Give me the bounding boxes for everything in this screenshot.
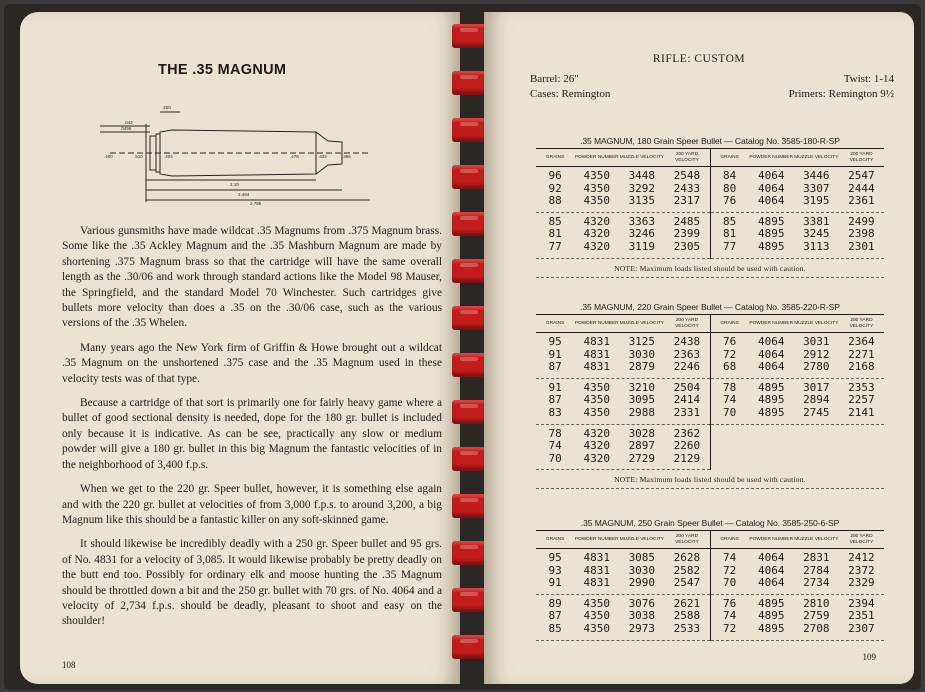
table-cell: 2331 bbox=[673, 405, 701, 419]
table-cell: 4350 bbox=[583, 380, 610, 394]
load-group bbox=[711, 549, 885, 595]
column-headers bbox=[536, 315, 884, 333]
table-cell: 4350 bbox=[583, 169, 610, 182]
spiral-ring bbox=[452, 541, 486, 565]
table-cell: 2329 bbox=[848, 576, 875, 590]
column-header: GRAINS bbox=[720, 154, 739, 160]
spiral-ring bbox=[452, 400, 486, 424]
table-row bbox=[536, 170, 710, 183]
load-group bbox=[536, 167, 710, 213]
table-cell: 4064 bbox=[757, 194, 785, 208]
table-row bbox=[711, 407, 885, 420]
table-cell: 4320 bbox=[583, 227, 610, 241]
table-cell: 2129 bbox=[673, 451, 701, 465]
table-cell: 2973 bbox=[628, 621, 656, 635]
left-page bbox=[20, 12, 460, 684]
table-cell: 2363 bbox=[673, 347, 701, 361]
load-group bbox=[711, 333, 885, 379]
load-group bbox=[711, 167, 885, 213]
spiral-ring bbox=[452, 259, 486, 283]
rifle-title: RIFLE: CUSTOM bbox=[652, 53, 746, 65]
dim-label: .404 bbox=[164, 154, 173, 159]
table-cell: 4064 bbox=[757, 576, 785, 590]
header-row bbox=[530, 88, 894, 100]
table-cell: 2444 bbox=[848, 181, 875, 195]
table-cell: 74 bbox=[548, 439, 562, 453]
column-header: POWDER NUMBER bbox=[574, 320, 619, 326]
table-cell: 4831 bbox=[583, 576, 610, 590]
table-cell: 77 bbox=[722, 239, 737, 253]
load-table bbox=[536, 302, 884, 489]
divider bbox=[536, 277, 884, 278]
table-cell: 76 bbox=[722, 194, 737, 208]
table-cell: 2988 bbox=[628, 405, 656, 419]
table-cell: 91 bbox=[548, 576, 562, 590]
table-row bbox=[711, 195, 885, 208]
table-cell: 4350 bbox=[583, 194, 610, 208]
table-cell: 2141 bbox=[848, 405, 875, 419]
table-cell: 95 bbox=[548, 335, 562, 348]
table-cell: 2708 bbox=[803, 621, 830, 635]
table-cell: 4895 bbox=[757, 609, 785, 623]
table-cell: 2399 bbox=[673, 227, 701, 241]
table-cell: 2894 bbox=[803, 393, 830, 407]
table-cell: 2307 bbox=[848, 621, 875, 635]
table-cell: 2628 bbox=[673, 551, 701, 564]
table-cell: 84 bbox=[722, 169, 737, 182]
table-cell: 87 bbox=[548, 393, 562, 407]
table-cell: 4831 bbox=[583, 563, 610, 577]
table-row bbox=[536, 552, 710, 565]
cartridge-diagram bbox=[80, 94, 380, 206]
table-cell: 3135 bbox=[628, 194, 656, 208]
table-cell: 2438 bbox=[673, 335, 701, 348]
table-cell: 4350 bbox=[583, 181, 610, 195]
table-cell: 4895 bbox=[757, 596, 785, 610]
table-row bbox=[536, 195, 710, 208]
table-cell: 4064 bbox=[757, 347, 785, 361]
spiral-ring bbox=[452, 165, 486, 189]
table-cell: 4064 bbox=[757, 563, 785, 577]
load-table bbox=[536, 136, 884, 278]
table-row bbox=[711, 170, 885, 183]
spiral-ring bbox=[452, 24, 486, 48]
table-cell: 3195 bbox=[803, 194, 830, 208]
table-row bbox=[711, 623, 885, 636]
table-cell: 4320 bbox=[583, 426, 610, 440]
table-cell: 2780 bbox=[803, 360, 830, 374]
header-row bbox=[530, 73, 894, 85]
table-cell: 2412 bbox=[848, 551, 875, 564]
table-cell: 4831 bbox=[583, 335, 610, 348]
table-row bbox=[536, 241, 710, 254]
table-cell: 2810 bbox=[803, 596, 830, 610]
table-row bbox=[536, 623, 710, 636]
table-cell: 92 bbox=[548, 181, 562, 195]
column-header: 200 YARD VELOCITY bbox=[849, 152, 874, 163]
table-cell: 2621 bbox=[673, 596, 701, 610]
table-cell: 3381 bbox=[803, 214, 830, 228]
table-cell: 3030 bbox=[628, 563, 656, 577]
table-title: .35 MAGNUM, 180 Grain Speer Bullet — Catalog No. 3585-180-R-SP bbox=[536, 136, 884, 149]
dim-label: .400 bbox=[104, 154, 113, 159]
table-cell: 2533 bbox=[673, 621, 701, 635]
table-cell: 4831 bbox=[583, 347, 610, 361]
table-cell: 2257 bbox=[848, 393, 875, 407]
table-row bbox=[711, 336, 885, 349]
table-note: NOTE: Maximum loads listed should be used with caution. bbox=[614, 263, 806, 273]
table-cell: 4350 bbox=[583, 596, 610, 610]
table-cell: 4895 bbox=[757, 621, 785, 635]
primers: Primers: Remington 9½ bbox=[788, 88, 894, 100]
table-cell: 2394 bbox=[848, 596, 875, 610]
table-cell: 3076 bbox=[628, 596, 656, 610]
spiral-ring bbox=[452, 494, 486, 518]
table-cell: 4831 bbox=[583, 360, 610, 374]
table-cell: 3119 bbox=[628, 239, 656, 253]
load-group bbox=[711, 379, 885, 425]
table-cell: 2398 bbox=[848, 227, 875, 241]
table-note: NOTE: Maximum loads listed should be used with caution. bbox=[614, 475, 806, 485]
table-cell: 3446 bbox=[803, 169, 830, 182]
dim-label: 2.10 bbox=[230, 182, 239, 187]
table-cell: 2504 bbox=[673, 380, 701, 394]
table-cell: 4895 bbox=[757, 239, 785, 253]
column-header: MUZZLE VELOCITY bbox=[619, 320, 664, 326]
table-cell: 88 bbox=[548, 194, 562, 208]
table-cell: 74 bbox=[722, 609, 737, 623]
table-cell: 2990 bbox=[628, 576, 656, 590]
column-header: 200 YARD VELOCITY bbox=[849, 534, 874, 545]
table-cell: 78 bbox=[548, 426, 562, 440]
table-cell: 2912 bbox=[803, 347, 830, 361]
load-group bbox=[536, 595, 710, 641]
paragraph: When we get to the 220 gr. Speer bullet, however, it is something else again and with the 220 gr. bullet at velocities of from 3,000 f.p.s. to around 3,200, a big Magnum like this should be a fantastic killer on any soft-skinned game. bbox=[62, 483, 442, 526]
dim-label: .476 bbox=[290, 154, 299, 159]
table-cell: 3038 bbox=[628, 609, 656, 623]
dim-label: .510 bbox=[134, 154, 143, 159]
column-headers bbox=[536, 531, 884, 549]
load-group bbox=[536, 333, 710, 379]
table-cell: 2734 bbox=[803, 576, 830, 590]
load-group bbox=[711, 213, 885, 259]
table-title: .35 MAGNUM, 250 Grain Speer Bullet — Catalog No. 3585-250-6-SP bbox=[536, 518, 884, 531]
table-row bbox=[711, 552, 885, 565]
right-page bbox=[484, 12, 914, 684]
table-row bbox=[711, 361, 885, 374]
twist-rate: Twist: 1-14 bbox=[843, 73, 894, 85]
table-cell: 3363 bbox=[628, 214, 656, 228]
table-cell: 3028 bbox=[628, 426, 656, 440]
table-row bbox=[536, 361, 710, 374]
table-cell: 70 bbox=[548, 451, 562, 465]
load-group bbox=[536, 213, 710, 259]
column-headers bbox=[536, 149, 884, 167]
table-cell: 4350 bbox=[583, 393, 610, 407]
table-cell: 3095 bbox=[628, 393, 656, 407]
table-cell: 74 bbox=[722, 551, 737, 564]
table-cell: 80 bbox=[722, 181, 737, 195]
dim-label: .250 bbox=[162, 105, 171, 110]
table-cell: 2879 bbox=[628, 360, 656, 374]
divider bbox=[536, 488, 884, 489]
column-header: GRAINS bbox=[545, 154, 565, 160]
table-cell: 4064 bbox=[757, 169, 785, 182]
column-header: MUZZLE VELOCITY bbox=[794, 320, 839, 326]
table-cell: 93 bbox=[548, 563, 562, 577]
table-cell: 2260 bbox=[673, 439, 701, 453]
dim-label: .042 bbox=[124, 120, 133, 125]
table-cell: 2317 bbox=[673, 194, 701, 208]
table-cell: 2784 bbox=[803, 563, 830, 577]
paragraph: Various gunsmiths have made wildcat .35 Magnums from .375 Magnum brass. Some like the .35 Ackley Magnum and the .35 Mashburn Magnum are made by shortening .375 Magnum brass so that the cartridge will have the same overall length as the .30/06 and work through standard actions like the Model 98 Mauser, the Springfield, and the standard Model 70 Winchester. Such cartridges give bullets more velocity than does a .35 on the .30/06 case, such as the various versions of the .35 Whelen. bbox=[62, 225, 442, 330]
load-table bbox=[536, 518, 884, 641]
spiral-ring bbox=[452, 635, 486, 659]
table-cell: 3292 bbox=[628, 181, 656, 195]
table-cell: 4064 bbox=[757, 335, 785, 348]
table-cell: 70 bbox=[722, 405, 737, 419]
table-cell: 3125 bbox=[628, 335, 656, 348]
table-cell: 68 bbox=[722, 360, 737, 374]
table-cell: 2168 bbox=[848, 360, 875, 374]
spiral-ring bbox=[452, 118, 486, 142]
table-cell: 4320 bbox=[583, 451, 610, 465]
table-cell: 89 bbox=[548, 596, 562, 610]
table-cell: 2271 bbox=[848, 347, 875, 361]
spiral-ring bbox=[452, 212, 486, 236]
table-cell: 87 bbox=[548, 360, 562, 374]
table-row bbox=[536, 453, 710, 466]
spiral-ring bbox=[452, 71, 486, 95]
table-cell: 2301 bbox=[848, 239, 875, 253]
page-title: THE .35 MAGNUM bbox=[158, 62, 287, 78]
table-cell: 85 bbox=[548, 214, 562, 228]
table-cell: 83 bbox=[548, 405, 562, 419]
table-cell: 4895 bbox=[757, 227, 785, 241]
table-cell: 76 bbox=[722, 335, 737, 348]
table-cell: 3031 bbox=[803, 335, 830, 348]
body-text bbox=[62, 224, 442, 639]
table-cell: 2414 bbox=[673, 393, 701, 407]
table-cell: 2547 bbox=[673, 576, 701, 590]
column-header: GRAINS bbox=[545, 320, 565, 326]
table-cell: 96 bbox=[548, 169, 562, 182]
page-number: 108 bbox=[62, 660, 76, 670]
table-cell: 4895 bbox=[757, 405, 785, 419]
table-cell: 2246 bbox=[673, 360, 701, 374]
column-header: 200 YARD VELOCITY bbox=[675, 152, 699, 163]
table-row bbox=[711, 241, 885, 254]
barrel-length: Barrel: 26" bbox=[530, 73, 579, 85]
column-header: POWDER NUMBER bbox=[574, 536, 619, 542]
table-cell: 2372 bbox=[848, 563, 875, 577]
table-row bbox=[711, 577, 885, 590]
column-header: POWDER NUMBER bbox=[749, 536, 794, 542]
table-cell: 3113 bbox=[803, 239, 830, 253]
table-row bbox=[536, 407, 710, 420]
table-cell: 85 bbox=[548, 621, 562, 635]
table-cell: 2364 bbox=[848, 335, 875, 348]
load-group bbox=[536, 549, 710, 595]
column-header: GRAINS bbox=[545, 536, 565, 542]
table-cell: 2353 bbox=[848, 380, 875, 394]
table-cell: 91 bbox=[548, 347, 562, 361]
table-row bbox=[536, 577, 710, 590]
table-cell: 2305 bbox=[673, 239, 701, 253]
column-header: MUZZLE VELOCITY bbox=[619, 536, 664, 542]
table-cell: 4895 bbox=[757, 393, 785, 407]
dim-label: .0496 bbox=[120, 126, 132, 131]
table-cell: 76 bbox=[722, 596, 737, 610]
dim-label: 2.494 bbox=[238, 192, 250, 197]
table-cell: 72 bbox=[722, 563, 737, 577]
dim-label: 2.785 bbox=[250, 201, 262, 206]
table-cell: 4350 bbox=[583, 621, 610, 635]
spiral-ring bbox=[452, 306, 486, 330]
paragraph: It should likewise be incredibly deadly with a 250 gr. Speer bullet and 95 grs. of No. 4831 for a velocity of 3,085. It would likewise probably be pretty deadly on the butt end too. Possibly for ordinary elk and moose hunting the .35 Magnum should be throttled down a bit and the 250 gr. bullet with 70 grs. of No. 4064 and a velocity of 2,734 f.p.s. should be deadly, pleasant to shoot and easy on the shoulder! bbox=[62, 538, 442, 628]
table-cell: 3448 bbox=[628, 169, 656, 182]
load-group bbox=[536, 425, 710, 471]
table-cell: 4320 bbox=[583, 439, 610, 453]
table-cell: 4350 bbox=[583, 609, 610, 623]
table-cell: 3245 bbox=[803, 227, 830, 241]
paragraph: Because a cartridge of that sort is primarily one for fairly heavy game where a bullet of good sectional density is needed, dope for the 180 gr. bullet is included only because it is indicative. As can be see, practically any slow or medium powder will give a 180 gr. bullet in this big Magnum the fantastic velocities of in the neighborhood of 3,400 f.p.s. bbox=[62, 397, 442, 471]
load-group bbox=[711, 595, 885, 641]
table-cell: 3210 bbox=[628, 380, 656, 394]
table-row bbox=[536, 336, 710, 349]
table-cell: 2485 bbox=[673, 214, 701, 228]
column-header: GRAINS bbox=[720, 536, 739, 542]
table-cell: 77 bbox=[548, 239, 562, 253]
table-cell: 85 bbox=[722, 214, 737, 228]
table-cell: 70 bbox=[722, 576, 737, 590]
table-cell: 2745 bbox=[803, 405, 830, 419]
spiral-ring bbox=[452, 588, 486, 612]
column-header: MUZZLE VELOCITY bbox=[794, 536, 839, 542]
table-cell: 4831 bbox=[583, 551, 610, 564]
column-header: GRAINS bbox=[720, 320, 739, 326]
table-cell: 4064 bbox=[757, 181, 785, 195]
table-cell: 2588 bbox=[673, 609, 701, 623]
table-cell: 2582 bbox=[673, 563, 701, 577]
table-cell: 4350 bbox=[583, 405, 610, 419]
cases: Cases: Remington bbox=[530, 88, 611, 100]
table-cell: 4320 bbox=[583, 239, 610, 253]
table-cell: 3030 bbox=[628, 347, 656, 361]
column-header: MUZZLE VELOCITY bbox=[619, 154, 664, 160]
dim-label: .365 bbox=[342, 154, 351, 159]
table-cell: 81 bbox=[722, 227, 737, 241]
table-cell: 78 bbox=[722, 380, 737, 394]
table-cell: 3085 bbox=[628, 551, 656, 564]
column-header: 200 YARD VELOCITY bbox=[675, 318, 699, 329]
table-cell: 2759 bbox=[803, 609, 830, 623]
table-cell: 2547 bbox=[848, 169, 875, 182]
table-cell: 87 bbox=[548, 609, 562, 623]
column-header: POWDER NUMBER bbox=[749, 154, 794, 160]
table-cell: 2729 bbox=[628, 451, 656, 465]
column-header: 200 YARD VELOCITY bbox=[849, 318, 874, 329]
table-cell: 91 bbox=[548, 380, 562, 394]
table-cell: 2433 bbox=[673, 181, 701, 195]
table-cell: 4064 bbox=[757, 551, 785, 564]
table-cell: 3246 bbox=[628, 227, 656, 241]
table-cell: 2499 bbox=[848, 214, 875, 228]
table-cell: 3307 bbox=[803, 181, 830, 195]
column-header: POWDER NUMBER bbox=[574, 154, 619, 160]
table-cell: 4064 bbox=[757, 360, 785, 374]
table-cell: 2362 bbox=[673, 426, 701, 440]
spiral-ring bbox=[452, 353, 486, 377]
table-title: .35 MAGNUM, 220 Grain Speer Bullet — Catalog No. 3585-220-R-SP bbox=[536, 302, 884, 315]
table-cell: 2897 bbox=[628, 439, 656, 453]
paragraph: Many years ago the New York firm of Griffin & Howe brought out a wildcat .35 Magnum on the unshortened .375 case and the .35 Magnum used in these velocity tests was of that type. bbox=[62, 341, 442, 385]
table-cell: 72 bbox=[722, 621, 737, 635]
table-cell: 81 bbox=[548, 227, 562, 241]
column-header: 200 YARD VELOCITY bbox=[675, 534, 699, 545]
table-cell: 2351 bbox=[848, 609, 875, 623]
table-cell: 72 bbox=[722, 347, 737, 361]
table-cell: 2361 bbox=[848, 194, 875, 208]
table-cell: 2548 bbox=[673, 169, 701, 182]
column-header: POWDER NUMBER bbox=[749, 320, 794, 326]
dim-label: .433 bbox=[318, 154, 327, 159]
table-cell: 4895 bbox=[757, 380, 785, 394]
table-cell: 4320 bbox=[583, 214, 610, 228]
table-cell: 74 bbox=[722, 393, 737, 407]
table-cell: 2831 bbox=[803, 551, 830, 564]
column-header: MUZZLE VELOCITY bbox=[794, 154, 839, 160]
load-group bbox=[536, 379, 710, 425]
table-cell: 95 bbox=[548, 551, 562, 564]
spiral-ring bbox=[452, 447, 486, 471]
table-cell: 3017 bbox=[803, 380, 830, 394]
table-row bbox=[536, 440, 710, 453]
table-cell: 4895 bbox=[757, 214, 785, 228]
page-number: 109 bbox=[862, 652, 876, 662]
